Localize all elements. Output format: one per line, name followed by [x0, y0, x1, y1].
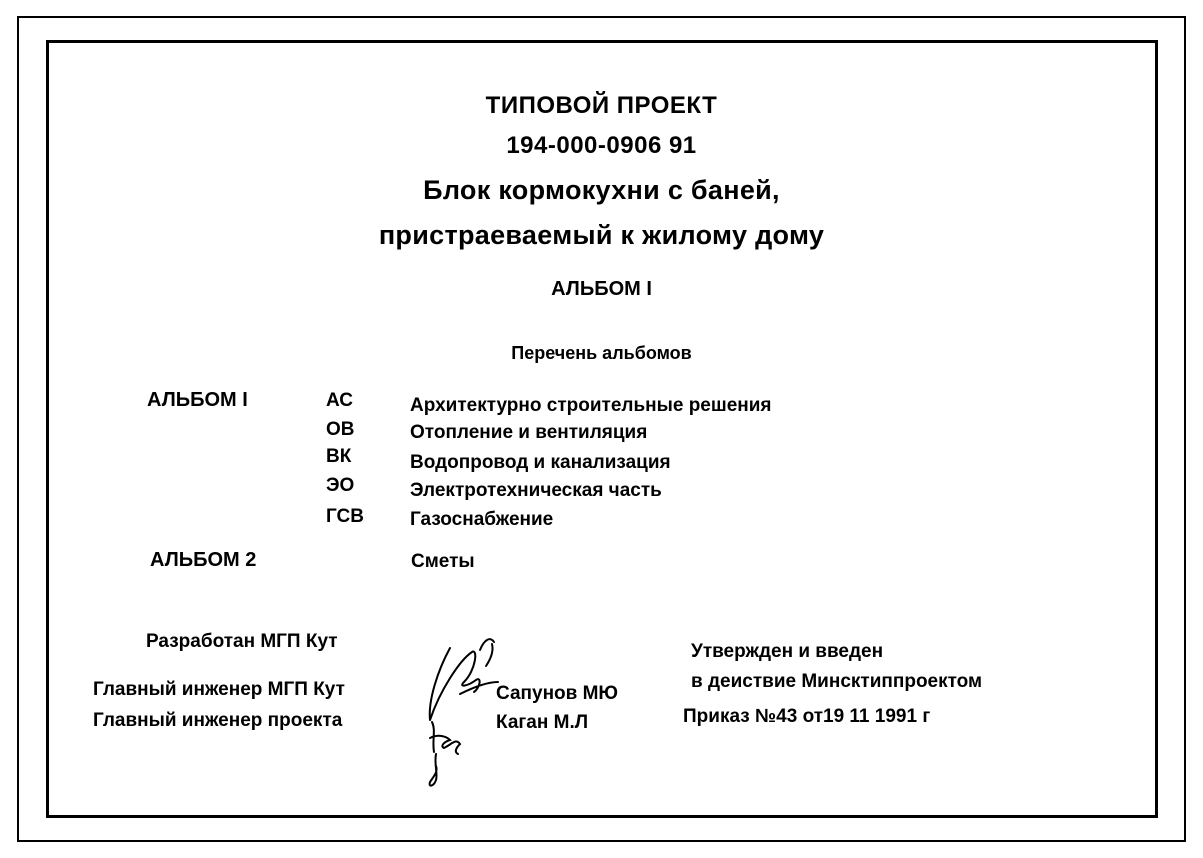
album1-code-as: АС [326, 390, 353, 411]
album1-code-gsv: ГСВ [326, 506, 364, 527]
order-number: Приказ №43 от19 11 1991 г [683, 706, 931, 727]
chief-project-engineer: Главный инженер проекта [93, 710, 343, 731]
album1-name-as: Архитектурно строительные решения [410, 395, 772, 416]
album1-name-gsv: Газоснабжение [410, 509, 554, 530]
signature-chief-project-engineer [426, 718, 470, 792]
approved-line-1: Утвержден и введен [691, 641, 884, 662]
title-line-1: Блок кормокухни с баней, [423, 175, 780, 205]
album1-code-vk: ВК [326, 446, 352, 467]
album2-label: АЛЬБОМ 2 [150, 549, 257, 571]
album-label: АЛЬБОМ I [551, 278, 652, 300]
title-line-2: пристраеваемый к жилому дому [378, 220, 825, 250]
album1-name-eo: Электротехническая часть [410, 480, 662, 501]
chief-engineer: Главный инженер МГП Кут [93, 679, 345, 700]
doc-type: ТИПОВОЙ ПРОЕКТ [485, 92, 718, 119]
album1-label: АЛЬБОМ I [147, 389, 248, 411]
album1-code-eo: ЭО [326, 475, 355, 496]
approved-line-2: в деиствие Минсктиппроектом [691, 671, 983, 692]
project-number: 194-000-0906 91 [506, 132, 697, 159]
album1-name-ov: Отопление и вентиляция [410, 422, 648, 443]
album2-name: Сметы [411, 551, 475, 572]
chief-engineer-name: Сапунов МЮ [496, 683, 619, 704]
album1-name-vk: Водопровод и канализация [410, 452, 671, 473]
album1-code-ov: ОВ [326, 419, 355, 440]
developed-by: Разработан МГП Кут [146, 631, 338, 652]
chief-project-engineer-name: Каган М.Л [496, 712, 589, 733]
albums-list-heading: Перечень альбомов [511, 343, 692, 363]
